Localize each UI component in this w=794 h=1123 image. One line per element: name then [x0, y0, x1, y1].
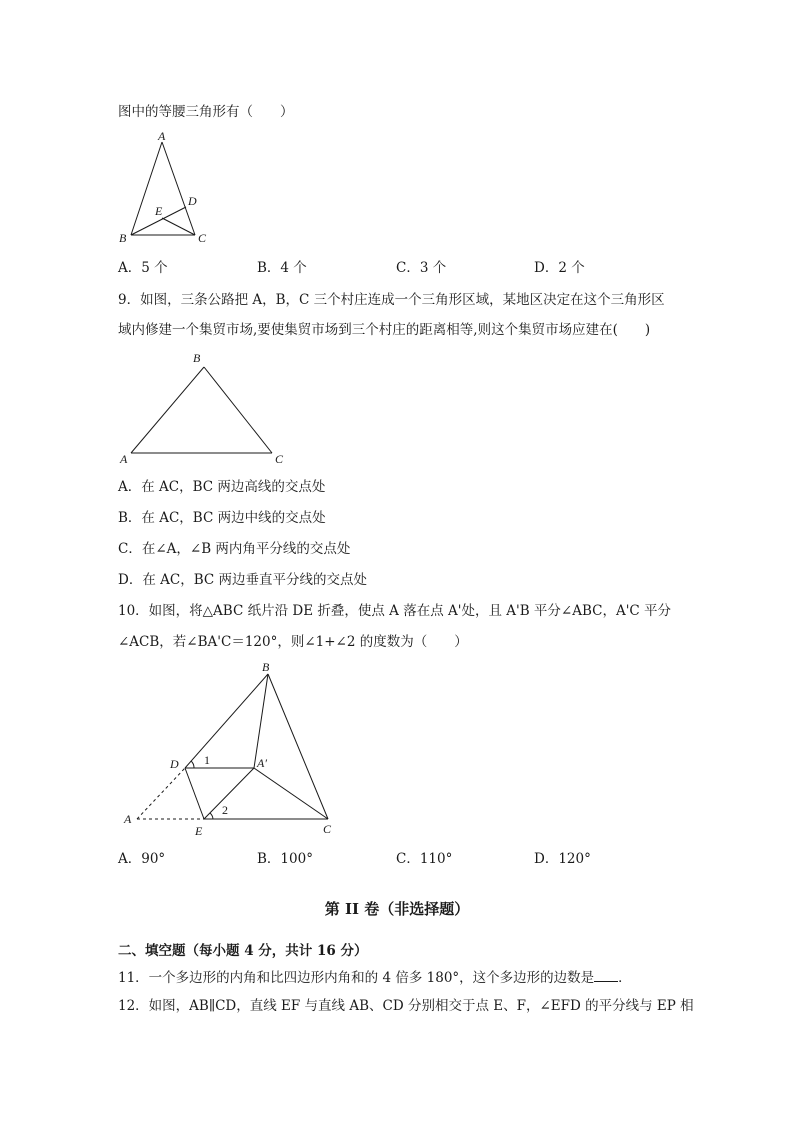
q11-end: ．	[618, 970, 632, 986]
q11-text: 11．一个多边形的内角和比四边形内角和的 4 倍多 180°，这个多边形的边数是	[118, 970, 595, 986]
q9-line-1: 9．如图，三条公路把 A，B，C 三个村庄连成一个三角形区域，某地区决定在这个三角形区	[118, 292, 665, 308]
q10-label-a: A	[124, 812, 132, 826]
q10-option-b: B．100°	[257, 851, 313, 867]
q9-figure	[112, 345, 302, 470]
q10-figure	[115, 655, 355, 845]
q10-label-b: B	[262, 660, 270, 674]
q10-label-e: E	[195, 824, 203, 838]
q10-label-a-prime: A′	[257, 756, 267, 770]
q11-answer-blank[interactable]	[594, 967, 618, 982]
q10-line-1: 10．如图，将△ABC 纸片沿 DE 折叠，使点 A 落在点 A'处，且 A'B 平分∠ABC，A'C 平分	[118, 603, 672, 619]
q9-option-b: B．在 AC，BC 两边中线的交点处	[118, 510, 326, 526]
q10-label-d: D	[170, 757, 179, 771]
q8-label-a: A	[158, 130, 166, 143]
section2-title: 二、填空题（每小题 4 分，共计 16 分）	[118, 943, 368, 959]
q8-stem: 图中的等腰三角形有（ ）	[118, 104, 294, 120]
q10-option-a: A．90°	[118, 851, 166, 867]
q10-option-c: C．110°	[396, 851, 453, 867]
q8-option-b: B．4 个	[257, 260, 307, 276]
q8-figure	[112, 130, 222, 250]
q8-option-d: D．2 个	[534, 260, 585, 276]
q9-label-a: A	[120, 452, 128, 466]
q11-line	[118, 967, 632, 987]
q9-label-b: B	[193, 351, 201, 365]
q10-line-2: ∠ACB，若∠BA'C＝120°，则∠1+∠2 的度数为（ ）	[118, 634, 468, 650]
q9-option-d: D．在 AC，BC 两边垂直平分线的交点处	[118, 572, 367, 588]
q8-option-c: C．3 个	[396, 260, 447, 276]
q8-option-a: A．5 个	[118, 260, 168, 276]
q8-label-b: B	[119, 231, 127, 245]
q10-label-c: C	[323, 822, 332, 836]
q10-angle-1: 1	[204, 753, 210, 767]
q9-option-a: A．在 AC，BC 两边高线的交点处	[118, 479, 326, 495]
q9-option-c: C．在∠A，∠B 两内角平分线的交点处	[118, 541, 351, 557]
part2-title: 第 II 卷（非选择题）	[324, 900, 470, 918]
q10-option-d: D．120°	[534, 851, 591, 867]
q9-line-2: 域内修建一个集贸市场,要使集贸市场到三个村庄的距离相等,则这个集贸市场应建在( )	[118, 322, 651, 338]
q9-label-c: C	[275, 452, 284, 466]
q10-angle-2: 2	[222, 803, 228, 817]
q8-label-d: D	[188, 194, 197, 208]
q8-label-c: C	[198, 231, 207, 245]
q8-label-e: E	[155, 204, 163, 218]
q12-line: 12．如图，AB∥CD，直线 EF 与直线 AB、CD 分别相交于点 E、F，∠EFD 的平分线与 EP 相	[118, 998, 694, 1014]
